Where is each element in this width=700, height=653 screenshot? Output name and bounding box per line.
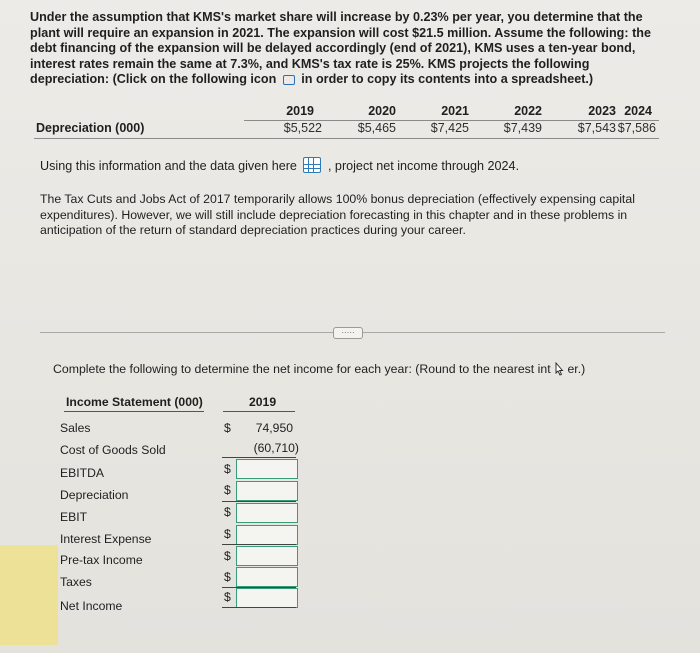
row-label-net-income: Net Income [60, 599, 123, 613]
income-statement-header: Income Statement (000) [66, 395, 203, 409]
year-header: 2021 [441, 104, 469, 118]
row-label-cogs: Cost of Goods Sold [60, 443, 166, 457]
year-header: 2020 [368, 104, 396, 118]
row-label-interest-expense: Interest Expense [60, 532, 152, 546]
sales-value: 74,950 [255, 421, 293, 435]
dollar-sign: $ [224, 462, 231, 476]
spreadsheet-grid-icon[interactable] [303, 157, 321, 173]
depreciation-row-label: Depreciation (000) [36, 121, 145, 135]
depreciation-value: $7,586 [617, 121, 656, 135]
problem-intro [30, 10, 670, 88]
taxes-input[interactable] [236, 567, 298, 587]
pretax-income-input[interactable] [236, 546, 298, 566]
tax-note: The Tax Cuts and Jobs Act of 2017 temporarily allows 100% bonus depreciation (effectively expensing capital expenditures). However, we will still include depreciation forecasting in this chapter and in these problems in anticipation of the return of standard depreciation practices during your career. [40, 192, 635, 237]
depreciation-value: $7,425 [430, 121, 469, 135]
using-data-line [40, 157, 519, 173]
year-underline [223, 411, 295, 412]
net-income-input[interactable] [236, 588, 298, 608]
dollar-sign: $ [224, 570, 231, 584]
depreciation-input[interactable] [236, 481, 298, 501]
depreciation-value: $5,522 [283, 121, 322, 135]
row-label-ebitda: EBITDA [60, 466, 105, 480]
total-rule [222, 607, 296, 608]
dollar-sign: $ [224, 590, 231, 604]
row-label-pretax-income: Pre-tax Income [60, 553, 143, 567]
subtotal-rule [222, 457, 296, 458]
instruction-after: er.) [567, 362, 586, 376]
dollar-sign: $ [224, 549, 231, 563]
depreciation-value: $7,439 [503, 121, 542, 135]
ebitda-input[interactable] [236, 459, 298, 479]
year-header: 2023 [588, 104, 616, 118]
depreciation-values-row [34, 121, 659, 139]
copy-icon[interactable] [283, 75, 295, 85]
instruction-text [53, 362, 585, 376]
header-underline [64, 411, 204, 412]
row-label-depreciation: Depreciation [60, 488, 129, 502]
dollar-sign: $ [224, 505, 231, 519]
table-rule [34, 138, 659, 139]
instruction-before: Complete the following to determine the net income for each year: (Round to the nearest int [53, 362, 551, 376]
using-text: Using this information and the data given here [40, 159, 297, 173]
depreciation-value: $7,543 [577, 121, 616, 135]
dollar-sign: $ [224, 527, 231, 541]
depreciation-value: $5,465 [357, 121, 396, 135]
dollar-sign: $ [224, 421, 231, 435]
income-statement-year: 2019 [249, 395, 277, 409]
interest-expense-input[interactable] [236, 525, 298, 545]
dollar-sign: $ [224, 483, 231, 497]
row-label-ebit: EBIT [60, 510, 88, 524]
subtotal-rule [222, 501, 296, 502]
ebit-input[interactable] [236, 503, 298, 523]
intro-text-end: in order to copy its contents into a spreadsheet.) [301, 72, 594, 87]
year-header: 2019 [286, 104, 314, 118]
cogs-value: (60,710) [253, 441, 299, 455]
highlight-mark [0, 545, 58, 645]
subtotal-rule [222, 544, 296, 545]
expand-button[interactable]: ····· [333, 327, 363, 339]
row-label-sales: Sales [60, 421, 91, 435]
year-header: 2024 [624, 104, 652, 118]
using-text-end: , project net income through 2024. [327, 159, 520, 173]
year-header: 2022 [514, 104, 542, 118]
row-label-taxes: Taxes [60, 575, 92, 589]
intro-text: Under the assumption that KMS's market share will increase by 0.23% per year, you determine that the plant will require an expansion in 2021. The expansion will cost $21.5 million. Assume the following: the debt financing of the expansion will be delayed accordingly (end of 2021), KMS uses a ten-year bond, interest rates remain the same at 7.3%, and KMS's tax rate is 25%. KMS projects the following depreciation: (Click on the following icon [30, 10, 651, 87]
pointer-cursor-icon [554, 362, 564, 376]
